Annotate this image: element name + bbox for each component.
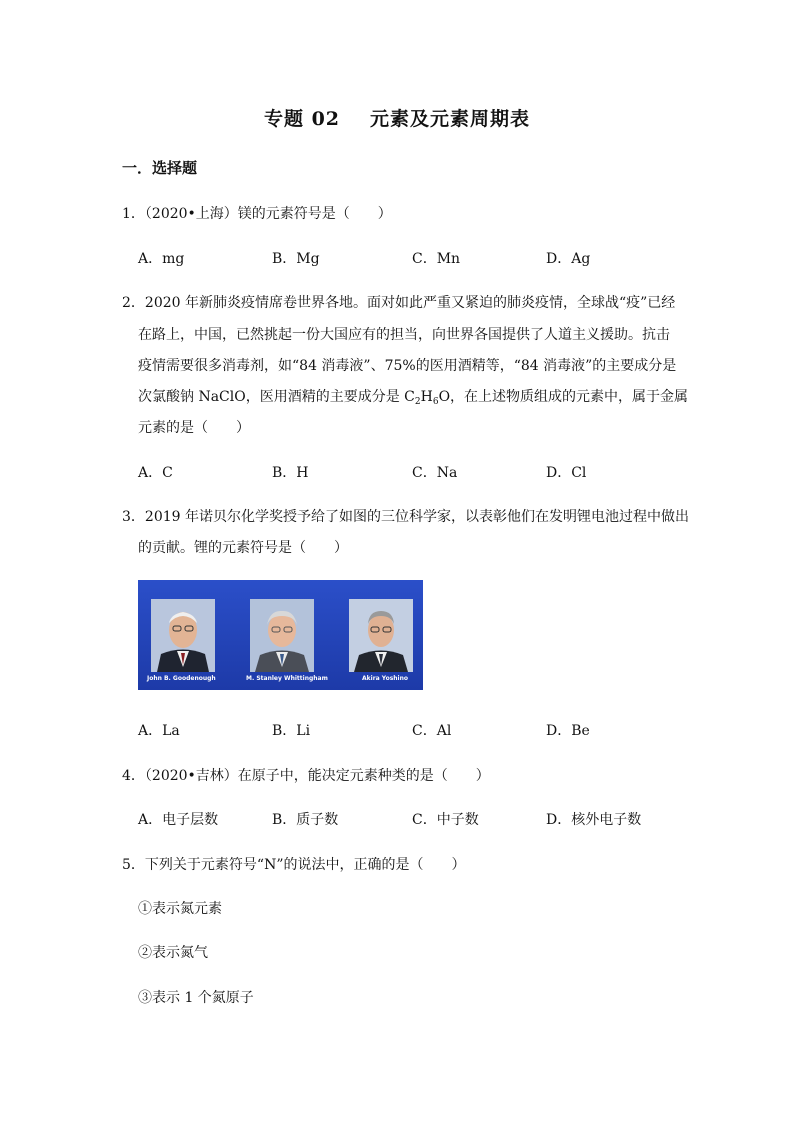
portrait-goodenough xyxy=(151,599,215,672)
q2-line4-start: 次氯酸钠 NaClO，医用酒精的主要成分是 C xyxy=(138,389,415,405)
q3-option-a: A．La xyxy=(138,723,180,739)
q5-statement-1: ①表示氮元素 xyxy=(138,901,222,917)
q4-option-c: C．中子数 xyxy=(412,812,479,828)
q4-option-a: A．电子层数 xyxy=(138,812,219,828)
question-4-stem: 4．（2020•吉林）在原子中，能决定元素种类的是（ ） xyxy=(122,768,490,784)
question-2-stem-line-4 xyxy=(138,386,688,406)
caption-yoshino: Akira Yoshino xyxy=(362,675,408,682)
page-title xyxy=(0,104,794,131)
q3-option-b: B．Li xyxy=(272,723,311,739)
question-5-stem: 5．下列关于元素符号“N”的说法中，正确的是（ ） xyxy=(122,857,466,873)
nobel-laureates-photo xyxy=(138,580,423,690)
q4-option-d: D．核外电子数 xyxy=(546,812,642,828)
q1-option-b: B．Mg xyxy=(272,251,320,267)
q2-line4-end: O，在上述物质组成的元素中，属于金属 xyxy=(438,389,689,405)
question-3-stem-line-2: 的贡献。锂的元素符号是（ ） xyxy=(138,540,348,556)
section-heading: 一．选择题 xyxy=(122,159,198,177)
q2-hydrogen: H xyxy=(420,389,433,405)
question-2-stem-line-2: 在路上，中国，已然挑起一份大国应有的担当，向世界各国提供了人道主义援助。抗击 xyxy=(138,327,670,343)
q3-option-c: C．Al xyxy=(412,723,452,739)
q1-option-a: A．mg xyxy=(138,251,185,267)
q4-option-b: B．质子数 xyxy=(272,812,339,828)
question-2-stem-line-5: 元素的是（ ） xyxy=(138,420,250,436)
portrait-yoshino xyxy=(349,599,413,672)
q2-option-d: D．Cl xyxy=(546,465,587,481)
q2-option-a: A．C xyxy=(138,465,173,481)
caption-goodenough: John B. Goodenough xyxy=(147,675,216,682)
q1-option-c: C．Mn xyxy=(412,251,461,267)
question-3-stem-line-1: 3．2019 年诺贝尔化学奖授予给了如图的三位科学家，以表彰他们在发明锂电池过程中做出 xyxy=(122,509,689,525)
q5-statement-2: ②表示氮气 xyxy=(138,945,208,961)
portrait-whittingham xyxy=(250,599,314,672)
q5-statement-3: ③表示 1 个氮原子 xyxy=(138,990,254,1006)
q1-option-d: D．Ag xyxy=(546,251,591,267)
title-topic-name: 元素及元素周期表 xyxy=(370,108,531,130)
q2-subscript-2: 2 xyxy=(414,397,421,407)
caption-whittingham: M. Stanley Whittingham xyxy=(246,675,328,682)
question-2-stem-line-3: 疫情需要很多消毒剂，如“84 消毒液”、75%的医用酒精等，“84 消毒液”的主要成分是 xyxy=(138,358,677,374)
title-topic-number: 专题 02 xyxy=(263,108,341,130)
q3-option-d: D．Be xyxy=(546,723,590,739)
q2-option-c: C．Na xyxy=(412,465,458,481)
question-2-stem-line-1: 2．2020 年新肺炎疫情席卷世界各地。面对如此严重又紧迫的肺炎疫情，全球战“疫”已经 xyxy=(122,295,676,311)
q2-option-b: B．H xyxy=(272,465,309,481)
q2-subscript-6: 6 xyxy=(432,397,439,407)
question-1-stem: 1．（2020•上海）镁的元素符号是（ ） xyxy=(122,206,392,222)
